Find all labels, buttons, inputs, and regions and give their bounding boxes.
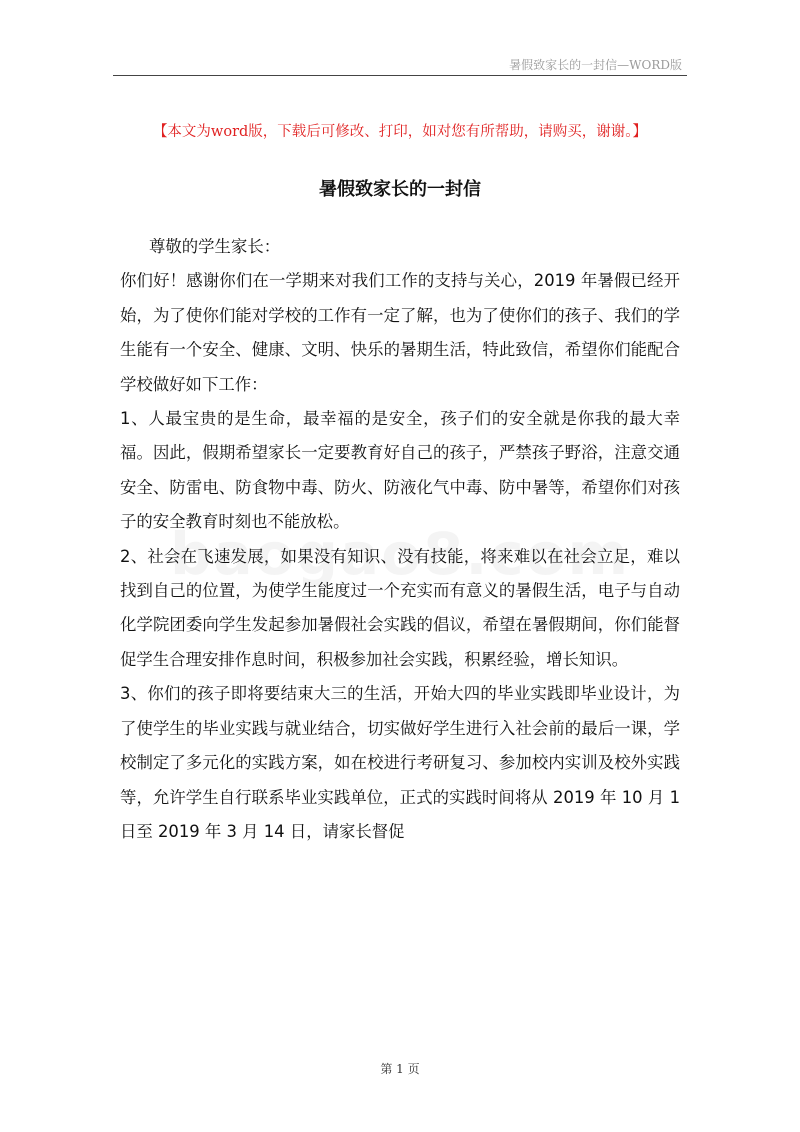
paragraph-item-2: 2、社会在飞速发展，如果没有知识、没有技能，将来难以在社会立足，难以找到自己的位置，为使学生能度过一个充实而有意义的暑假生活，电子与自动化学院团委向学生发起参加暑假社会实践的倡议，希望在暑假期间，你们能督促学生合理安排作息时间，积极参加社会实践，积累经验，增长知识。: [120, 546, 680, 669]
paragraph-item-3: 3、你们的孩子即将要结束大三的生活，开始大四的毕业实践即毕业设计，为了使学生的毕业实践与就业结合，切实做好学生进行入社会前的最后一课，学校制定了多元化的实践方案，如在校进行考研复习、参加校内实训及校外实践等，允许学生自行联系毕业实践单位，正式的实践时间将从 2019 年 10 月 1 日至 2019 年 3 月 14 日，请家长督促: [120, 684, 680, 841]
paragraph-item-1: 1、人最宝贵的是生命，最幸福的是安全，孩子们的安全就是你我的最大幸福。因此，假期希望家长一定要教育好自己的孩子，严禁孩子野浴，注意交通安全、防雷电、防食物中毒、防火、防液化气中毒、防中暑等，希望你们对孩子的安全教育时刻也不能放松。: [120, 409, 680, 532]
running-header: 暑假致家长的一封信—WORD版: [509, 58, 682, 72]
purchase-notice: 【本文为word版，下载后可修改、打印，如对您有所帮助，请购买，谢谢。】: [152, 124, 648, 140]
document-body: [120, 230, 680, 849]
salutation: 尊敬的学生家长：: [149, 237, 281, 256]
document-title: 暑假致家长的一封信: [319, 179, 481, 200]
header-divider: [113, 75, 687, 76]
paragraph-intro: 你们好！感谢你们在一学期来对我们工作的支持与关心，2019 年暑假已经开始，为了使你们能对学校的工作有一定了解，也为了使你们的孩子、我们的学生能有一个安全、健康、文明、快乐的暑期生活，特此致信，希望你们能配合学校做好如下工作：: [120, 271, 680, 394]
page-number: 第 1 页: [380, 1062, 420, 1076]
